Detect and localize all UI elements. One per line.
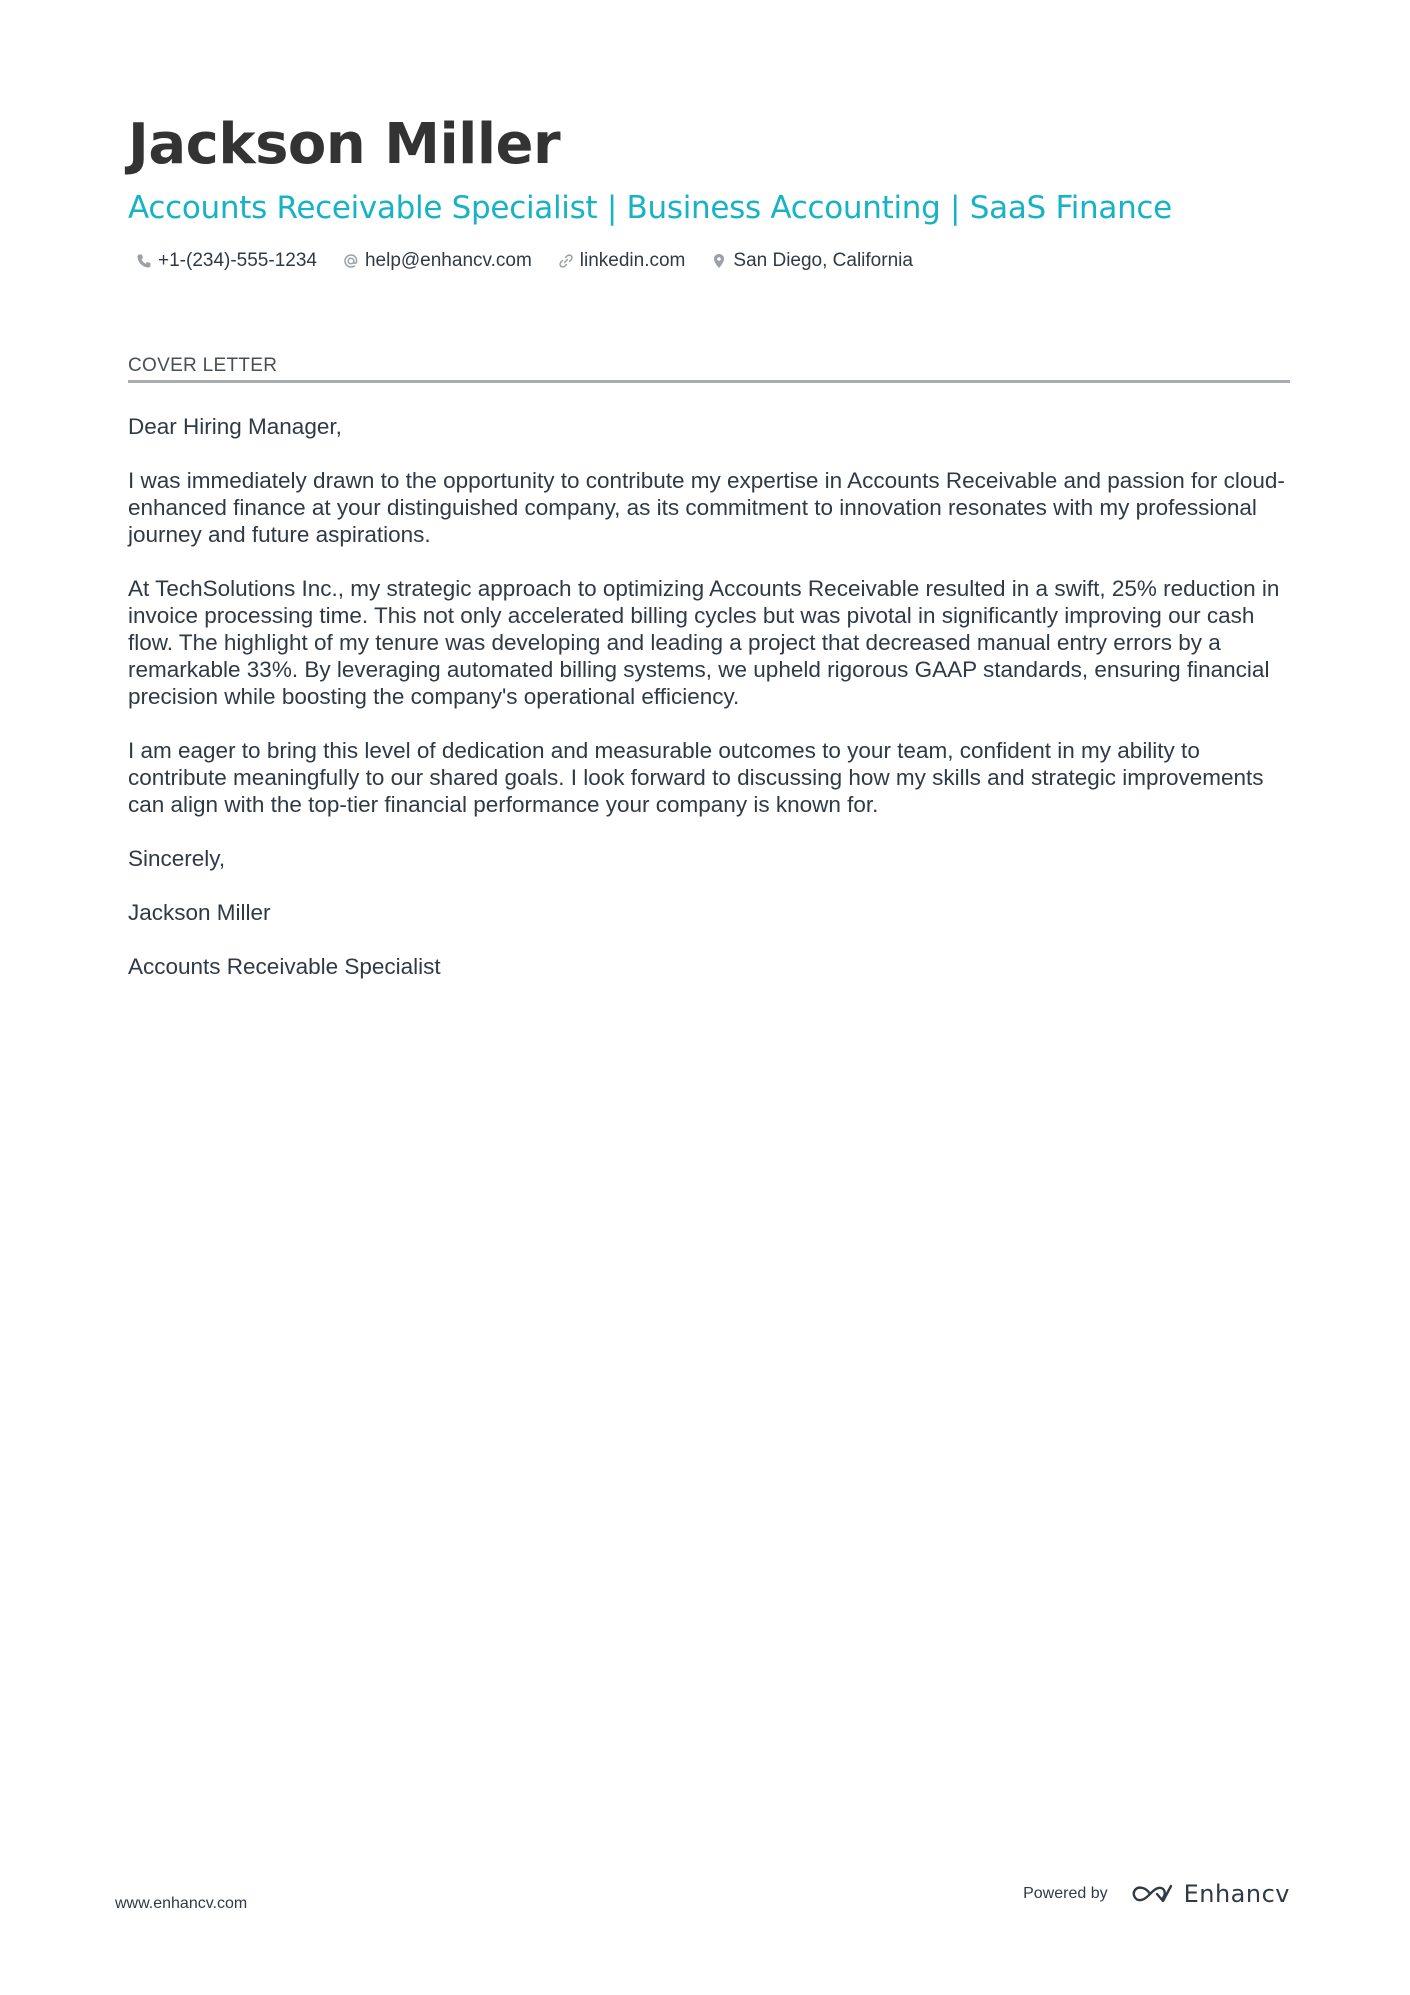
signature-name: Jackson Miller [128,900,271,925]
brand-name: Enhancv [1183,1880,1290,1908]
email-text: help@enhancv.com [364,250,532,271]
applicant-headline: Accounts Receivable Specialist | Business Accounting | SaaS Finance [128,190,1172,226]
letter-paragraph: I was immediately drawn to the opportunity to contribute my expertise in Accounts Receivable and passion for cloud-enhanced finance at your distinguished company, as its commitment to innovation resonates with my professional journey and future aspirations. [128,468,1285,547]
applicant-name: Jackson Miller [128,112,561,177]
signature-title: Accounts Receivable Specialist [128,954,441,979]
location-text: San Diego, California [733,250,913,271]
letter-closing: Sincerely, [128,846,226,871]
letter-paragraph: At TechSolutions Inc., my strategic approach to optimizing Accounts Receivable resulted in a swift, 25% reduction in invoice processing time. This not only accelerated billing cycles but was pivotal in significantly improving our cash flow. The highlight of my tenure was developing and leading a project that decreased manual entry errors by a remarkable 33%. By leveraging automated billing systems, we upheld rigorous GAAP standards, ensuring financial precision while boosting the company's operational efficiency. [128,576,1280,709]
footer-branding [1023,1880,1290,1908]
enhancv-logo-icon [1130,1882,1174,1906]
footer-website[interactable]: www.enhancv.com [115,1895,248,1912]
letter-greeting: Dear Hiring Manager, [128,414,342,439]
location-pin-icon [711,253,727,269]
contact-bar [128,250,1290,272]
linkedin-text: linkedin.com [579,250,686,271]
cover-letter-body [128,413,1290,980]
phone-text: +1-(234)-555-1234 [158,250,317,271]
at-icon [343,253,359,269]
contact-phone[interactable] [136,250,317,272]
section-title-cover-letter: COVER LETTER [128,354,1290,383]
link-icon [558,253,574,269]
contact-location [711,250,913,272]
brand-logo[interactable] [1130,1880,1290,1908]
resume-page [128,110,1290,1007]
contact-linkedin[interactable] [558,250,686,272]
powered-by-label: Powered by [1023,1885,1108,1902]
contact-email[interactable] [343,250,532,272]
phone-icon [136,253,152,269]
letter-paragraph: I am eager to bring this level of dedication and measurable outcomes to your team, confident in my ability to contribute meaningfully to our shared goals. I look forward to discussing how my skills and strategic improvements can align with the top-tier financial performance your company is known for. [128,738,1264,817]
